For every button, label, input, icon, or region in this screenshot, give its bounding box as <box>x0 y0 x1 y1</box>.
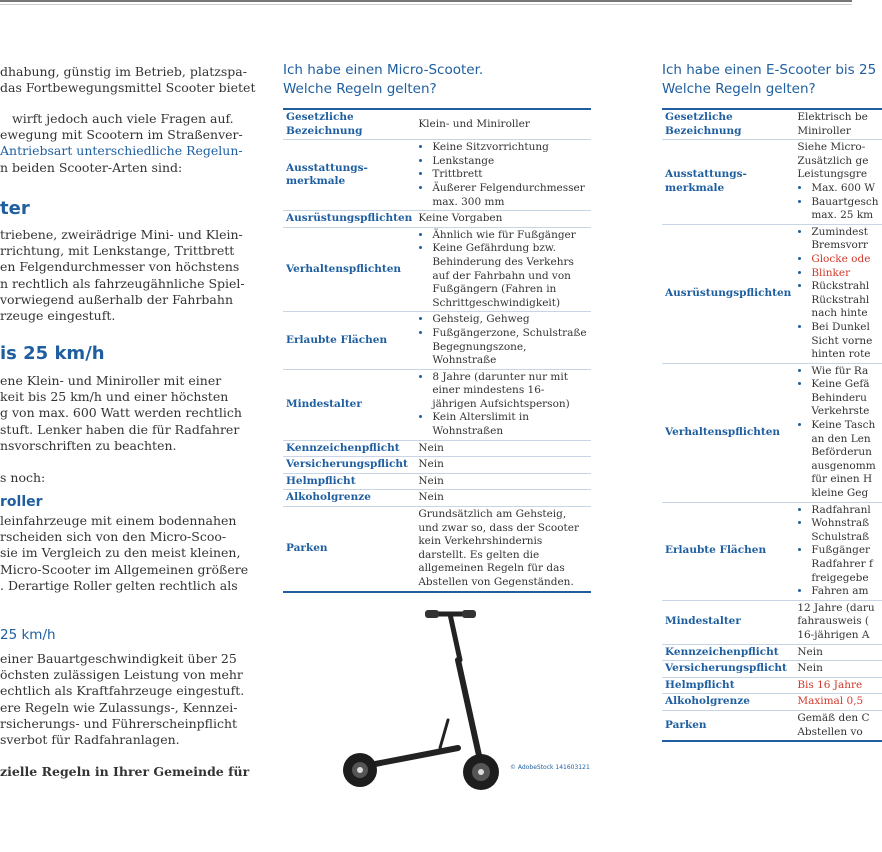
row-bullet-item: • Keine Gefä Behinderu Verkehrste <box>811 378 878 419</box>
e-scooter-title: Ich habe einen E-Scooter bis 25 Welche Regeln gelten? <box>662 62 877 97</box>
row-value-text: Maximal 0,5 <box>797 695 864 708</box>
left-paragraph-escooter: ene Klein- und Miniroller mit einer keit bis 25 km/h und einer höchsten g von max. 600 Watt werden rechtlich stuft. Lenker haben die für Radfahrer nsvorschriften zu beachten. <box>0 373 242 453</box>
row-key-text: Verhaltenspflichten <box>286 262 402 275</box>
row-value-text: Leistungsgre <box>797 168 868 181</box>
row-bullet-item: • Trittbrett <box>432 168 588 182</box>
row-value <box>794 502 881 600</box>
left-paragraph-questions: wirft jedoch auch viele Fragen auf. ewegung mit Scootern im Straßenver- Antriebsart unterschiedliche Regelun- n beiden Scooter-Arten sind: <box>0 111 243 175</box>
row-value-text: Nein <box>418 441 444 454</box>
row-key-text: Kennzeichenpflicht <box>665 645 779 658</box>
row-value-text: Bis 16 Jahre <box>797 678 863 691</box>
row-key-text: Bezeichnung <box>286 124 363 137</box>
row-bullet-list <box>418 229 588 311</box>
row-bullet-item: • Lenkstange <box>432 155 588 169</box>
row-key <box>662 710 794 741</box>
table-row <box>283 109 591 140</box>
row-value-text: Zusätzlich ge <box>797 154 869 167</box>
row-key-text: Gesetzliche <box>665 111 733 123</box>
row-key-text: Ausstattungs- <box>665 168 747 181</box>
row-key-text: Versicherungspflicht <box>286 458 408 471</box>
row-value-text: 12 Jahre (daru <box>797 601 875 614</box>
row-key-text: Ausrüstungspflichten <box>665 286 792 299</box>
row-key <box>283 473 415 490</box>
row-value <box>415 473 591 490</box>
row-key-text: Kennzeichenpflicht <box>286 441 400 454</box>
row-key-text: Ausstattungs- <box>286 161 368 174</box>
row-value <box>415 109 591 140</box>
row-key <box>662 677 794 694</box>
table-row <box>662 644 882 661</box>
row-value-text: Nein <box>418 474 444 487</box>
row-bullet-list <box>418 371 588 439</box>
row-bullet-item: • Wie für Ra <box>811 365 878 379</box>
row-value <box>794 677 881 694</box>
row-key <box>662 502 794 600</box>
row-value-text: fahrausweis ( <box>797 615 870 628</box>
row-key-text: Versicherungspflicht <box>665 662 787 675</box>
row-key <box>662 140 794 225</box>
table-row <box>662 661 882 678</box>
row-bullet-item: • Kein Alterslimit in Wohnstraßen <box>432 411 588 438</box>
top-rule-thin <box>0 4 852 5</box>
table-row <box>283 140 591 211</box>
table-row <box>662 710 882 741</box>
row-key-text: Alkoholgrenze <box>665 695 750 708</box>
row-value <box>415 369 591 440</box>
kick-scooter-image <box>330 600 510 800</box>
row-bullet-item: • Keine Tasch an den Len Beförderun ausgenomm für einen H kleine Geg <box>811 419 878 501</box>
row-key <box>283 109 415 140</box>
table-row <box>662 363 882 502</box>
row-value-text: 16-jährigen A <box>797 628 870 641</box>
row-value-text: Abstellen vo <box>797 725 863 738</box>
row-value <box>794 644 881 661</box>
row-bullet-item: • Bauartgesch max. 25 km <box>811 196 878 223</box>
table-row <box>283 507 591 592</box>
row-key <box>283 507 415 592</box>
table-row <box>283 473 591 490</box>
row-bullet-item: • Fußgänger Radfahrer f freigegebe <box>811 544 878 585</box>
left-paragraph-more: s noch: <box>0 470 46 485</box>
row-bullet-item: • Keine Gefährdung bzw. Behinderung des Verkehrs auf der Fahrbahn und von Fußgängern (Fahren in Schrittgeschwindigkeit) <box>432 242 588 310</box>
row-bullet-item: • Zumindest Bremsvorr <box>811 226 878 253</box>
row-key <box>283 312 415 369</box>
row-key <box>283 227 415 312</box>
row-value <box>415 507 591 592</box>
table-row <box>283 211 591 228</box>
table-row <box>283 490 591 507</box>
left-paragraph-roller: leinfahrzeuge mit einem bodennahen rscheiden sich von den Micro-Scoo- sie im Vergleich zu den meist kleinen, Micro-Scooter im Allgemeinen größere . Derartige Roller gelten rechtlich als <box>0 513 249 593</box>
row-value <box>794 661 881 678</box>
left-paragraph-over25: einer Bauartgeschwindigkeit über 25 öchsten zulässigen Leistung von mehr echtlich als Kraftfahrzeuge eingestuft. ere Regeln wie Zulassungs-, Kennzei- rsicherungs- und Führerscheinpflicht sverbot für Radfahranlagen. <box>0 651 245 748</box>
row-value <box>794 694 881 711</box>
row-key <box>662 661 794 678</box>
row-bullet-list <box>797 226 878 362</box>
left-paragraph-special: zielle Regeln in Ihrer Gemeinde für <box>0 764 250 779</box>
row-key <box>283 211 415 228</box>
row-bullet-item: • Max. 600 W <box>811 182 878 196</box>
row-key <box>662 363 794 502</box>
row-value <box>794 224 881 363</box>
table-row <box>662 502 882 600</box>
row-value-text: Grundsätzlich am Gehsteig, und zwar so, dass der Scooter kein Verkehrshindernis darstellt. Es gelten die allgemeinen Regeln für das Abstellen von Gegenständen. <box>418 508 579 588</box>
row-key-text: Verhaltenspflichten <box>665 425 781 438</box>
table-row <box>662 600 882 644</box>
row-bullet-item: • Bei Dunkel Sicht vorne hinten rote <box>811 321 878 362</box>
left-heading-over25: 25 km/h <box>0 627 56 643</box>
row-key <box>283 457 415 474</box>
row-value <box>794 710 881 741</box>
row-key <box>662 224 794 363</box>
row-value-text: Nein <box>418 458 444 471</box>
row-value <box>415 457 591 474</box>
micro-scooter-title: Ich habe einen Micro-Scooter. Welche Regeln gelten? <box>283 62 484 97</box>
row-value-text: Gemäß den C <box>797 711 870 724</box>
row-key-text: Gesetzliche <box>286 111 354 123</box>
row-bullet-item: • Fußgängerzone, Schulstraße Begegnungszone, Wohnstraße <box>432 327 588 368</box>
row-value-text: Siehe Micro- <box>797 141 866 154</box>
row-value <box>415 211 591 228</box>
left-heading-escooter: is 25 km/h <box>0 343 105 364</box>
row-key-text: Alkoholgrenze <box>286 491 371 504</box>
row-bullet-list <box>797 365 878 501</box>
table-row <box>283 369 591 440</box>
row-value <box>415 312 591 369</box>
row-bullet-item: • Fahren am <box>811 585 878 599</box>
row-value-text: Nein <box>797 662 823 675</box>
row-bullet-item: • Keine Sitzvorrichtung <box>432 141 588 155</box>
row-value <box>415 490 591 507</box>
table-row <box>283 440 591 457</box>
left-paragraph-intro: dhabung, günstig im Betrieb, platzspa- das Fortbewegungsmittel Scooter bietet <box>0 64 256 96</box>
row-key-text: Parken <box>665 718 707 731</box>
row-value <box>794 140 881 225</box>
left-heading-micro: ter <box>0 198 30 219</box>
row-value-text: Miniroller <box>797 124 851 137</box>
row-bullet-item: • Ähnlich wie für Fußgänger <box>432 229 588 243</box>
row-value-text: Klein- und Miniroller <box>418 117 530 130</box>
row-key-text: Bezeichnung <box>665 124 742 137</box>
row-value-text: Elektrisch be <box>797 111 868 123</box>
row-bullet-item: • Blinker <box>811 267 878 281</box>
row-key-text: Parken <box>286 542 328 555</box>
row-key <box>662 109 794 140</box>
row-key-text: Erlaubte Flächen <box>286 333 388 346</box>
table-row <box>662 224 882 363</box>
row-bullet-list <box>418 141 588 209</box>
table-row <box>283 227 591 312</box>
table-row <box>662 677 882 694</box>
row-key-text: merkmale <box>665 181 725 194</box>
table-row <box>283 312 591 369</box>
row-key <box>283 140 415 211</box>
row-bullet-list <box>797 504 878 599</box>
row-value <box>415 440 591 457</box>
row-bullet-item: • 8 Jahre (darunter nur mit einer mindestens 16-jährigen Aufsichtsperson) <box>432 371 588 412</box>
table-row <box>662 109 882 140</box>
row-value-text: Nein <box>418 491 444 504</box>
row-key-text: Mindestalter <box>286 397 362 410</box>
row-value <box>794 600 881 644</box>
table-row <box>662 694 882 711</box>
top-rule <box>0 0 852 2</box>
row-key-text: Mindestalter <box>665 615 741 628</box>
row-value <box>415 227 591 312</box>
row-bullet-item: • Gehsteig, Gehweg <box>432 313 588 327</box>
row-value <box>794 363 881 502</box>
row-bullet-list <box>797 182 878 223</box>
table-row <box>662 140 882 225</box>
row-key <box>283 369 415 440</box>
table-row <box>283 457 591 474</box>
row-key-text: Helmpflicht <box>286 474 356 487</box>
micro-scooter-rules-table <box>283 108 591 593</box>
row-bullet-item: • Äußerer Felgendurchmesser max. 300 mm <box>432 182 588 209</box>
row-bullet-item: • Glocke ode <box>811 253 878 267</box>
row-value-text: Keine Vorgaben <box>418 212 503 225</box>
e-scooter-rules-table <box>662 108 882 742</box>
image-credit: © AdobeStock 141603121 <box>510 764 590 771</box>
rear-wheel <box>343 753 377 787</box>
row-key <box>662 644 794 661</box>
row-key-text: Erlaubte Flächen <box>665 544 767 557</box>
row-bullet-item: • Wohnstraß Schulstraß <box>811 517 878 544</box>
row-key <box>662 694 794 711</box>
row-key <box>662 600 794 644</box>
front-wheel <box>463 754 499 790</box>
row-bullet-list <box>418 313 588 367</box>
row-key <box>283 490 415 507</box>
row-bullet-item: • Rückstrahl Rückstrahl nach hinte <box>811 280 878 321</box>
left-heading-roller: roller <box>0 494 43 510</box>
row-value <box>794 109 881 140</box>
row-value-text: Nein <box>797 645 823 658</box>
row-value <box>415 140 591 211</box>
row-key <box>283 440 415 457</box>
row-key-text: Helmpflicht <box>665 678 735 691</box>
row-bullet-item: • Radfahranl <box>811 504 878 518</box>
left-paragraph-micro: triebene, zweirädrige Mini- und Klein- rrichtung, mit Lenkstange, Trittbrett en Felgendurchmesser von höchstens n rechtlich als fahrzeugähnliche Spiel- vorwiegend außerhalb der Fahrbahn rzeuge eingestuft. <box>0 227 245 324</box>
row-key-text: Ausrüstungspflichten <box>286 212 413 225</box>
row-key-text: merkmale <box>286 175 346 188</box>
